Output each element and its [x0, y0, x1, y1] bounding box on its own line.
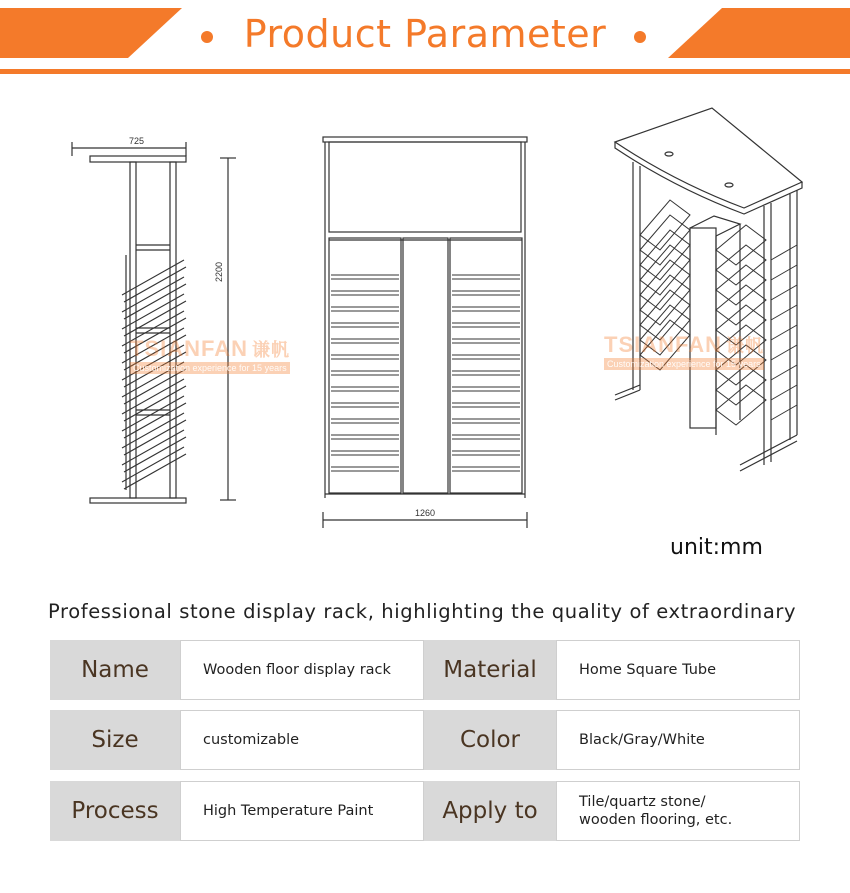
unit-label: unit:mm — [670, 535, 763, 560]
page-title: Product Parameter — [243, 12, 607, 56]
header-banner — [0, 0, 850, 78]
param-value: customizable — [180, 710, 424, 770]
watermark-tagline-right: Customization experience for 15 years — [604, 358, 764, 370]
watermark-tagline-left: Customization experience for 15 years — [130, 362, 290, 374]
perspective-view-panels — [640, 200, 797, 425]
watermark-brand-right: TSIANFAN 谦帆 — [604, 332, 764, 357]
param-key: Material — [424, 640, 556, 700]
side-height-label: 2200 — [214, 261, 224, 282]
param-value: Tile/quartz stone/ wooden flooring, etc. — [556, 781, 800, 841]
side-view-drawing — [72, 142, 236, 503]
param-key: Process — [50, 781, 180, 841]
table-row — [50, 640, 800, 700]
drawing-canvas — [0, 90, 850, 550]
watermark-brand-left: TSIANFAN 谦帆 — [130, 336, 290, 361]
param-key: Color — [424, 710, 556, 770]
param-value: Home Square Tube — [556, 640, 800, 700]
param-key: Name — [50, 640, 180, 700]
technical-drawings — [0, 90, 850, 550]
front-width-label: 1260 — [415, 508, 436, 518]
side-width-label: 725 — [129, 136, 145, 146]
perspective-view-drawing — [615, 108, 802, 471]
product-tagline: Professional stone display rack, highlighting the quality of extraordinary — [48, 600, 797, 623]
front-view-slats — [331, 275, 520, 471]
param-value: High Temperature Paint — [180, 781, 424, 841]
table-row — [50, 781, 800, 841]
param-value: Black/Gray/White — [556, 710, 800, 770]
front-view-drawing — [323, 137, 527, 528]
param-key: Apply to — [424, 781, 556, 841]
param-key: Size — [50, 710, 180, 770]
table-row — [50, 710, 800, 770]
param-value: Wooden floor display rack — [180, 640, 424, 700]
